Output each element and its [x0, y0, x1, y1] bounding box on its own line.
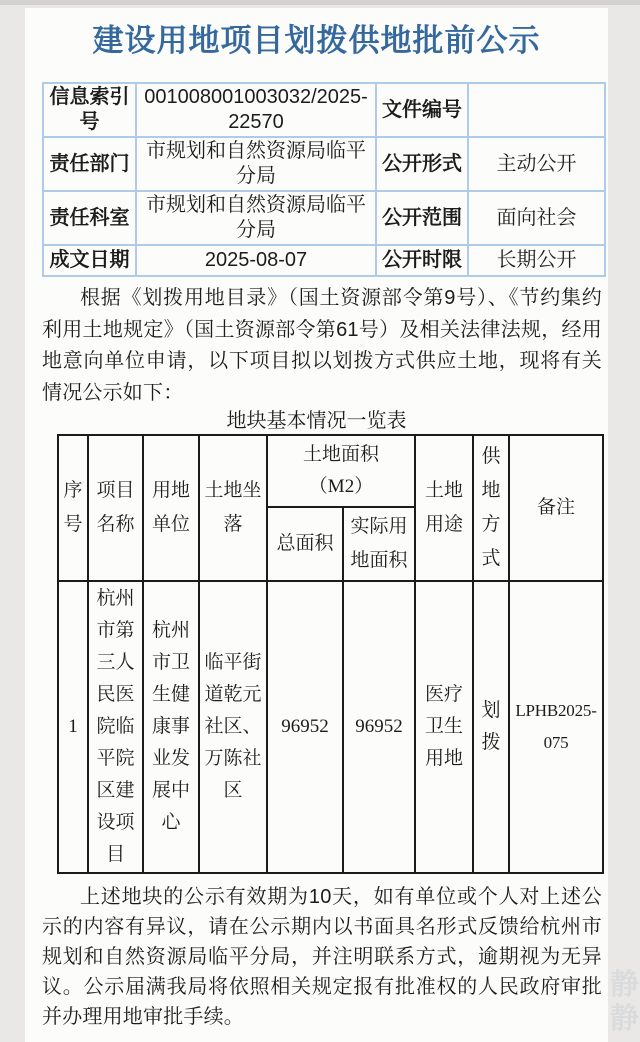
info-label: 公开形式 — [376, 137, 468, 191]
cell-seq: 1 — [58, 581, 88, 873]
info-label: 信息索引号 — [43, 83, 136, 137]
info-value: 市规划和自然资源局临平分局 — [136, 137, 376, 191]
info-row-date — [43, 245, 605, 276]
cell-unit: 杭州市卫生健康事业发展中心 — [143, 581, 199, 873]
header-seq: 序号 — [58, 435, 88, 581]
info-row-department — [43, 137, 605, 191]
page-title: 建设用地项目划拨供地批前公示 — [92, 23, 541, 58]
info-table — [42, 82, 606, 277]
info-row-index — [43, 83, 605, 137]
info-label: 责任部门 — [43, 137, 136, 191]
header-supply: 供地方式 — [473, 435, 509, 581]
header-project: 项目名称 — [88, 435, 143, 581]
plot-header-row-1 — [58, 435, 603, 507]
photo-top-edge — [0, 0, 640, 5]
header-unit: 用地单位 — [143, 435, 199, 581]
intro-paragraph: 根据《划拨用地目录》（国土资源部令第9号）、《节约集约利用土地规定》（国土资源部令第61号）及相关法律法规，经用地意向单位申请，以下项目拟以划拨方式供应土地，现将有关情况公示如下： — [42, 287, 602, 404]
closing-paragraph: 上述地块的公示有效期为10天，如有单位或个人对上述公示的内容有异议，请在公示期内以书面具名形式反馈给杭州市规划和自然资源局临平分局，并注明联系方式，逾期视为无异议。公示届满我局将依照相关规定报有批准权的人民政府审批并办理用地审批手续。 — [42, 886, 602, 1028]
info-label: 成文日期 — [43, 245, 136, 276]
document-card — [25, 8, 608, 1042]
header-area-group — [267, 435, 415, 507]
cell-note: LPHB2025-075 — [509, 581, 603, 873]
cell-supply: 划拨 — [473, 581, 509, 873]
info-value — [468, 83, 605, 137]
header-usage: 土地用途 — [415, 435, 473, 581]
cell-actual-area: 96952 — [343, 581, 415, 873]
header-total-area: 总面积 — [267, 507, 343, 581]
info-label: 文件编号 — [376, 83, 468, 137]
info-value: 面向社会 — [468, 191, 605, 245]
plot-data-row — [58, 581, 603, 873]
cell-total-area: 96952 — [267, 581, 343, 873]
header-note: 备注 — [509, 435, 603, 581]
header-actual-area: 实际用地面积 — [343, 507, 415, 581]
header-area-line2: （M2） — [308, 476, 374, 497]
header-area-line1: 土地面积 — [303, 444, 380, 465]
info-value: 市规划和自然资源局临平分局 — [136, 191, 376, 245]
watermark-glyph: 静 — [609, 1003, 639, 1035]
info-label: 责任科室 — [43, 191, 136, 245]
cell-location: 临平街道乾元社区、万陈社区 — [199, 581, 267, 873]
cell-usage: 医疗卫生用地 — [415, 581, 473, 873]
info-value: 长期公开 — [468, 245, 605, 276]
header-location: 土地坐落 — [199, 435, 267, 581]
info-value: 001008001003032/2025-22570 — [136, 83, 376, 137]
info-label: 公开时限 — [376, 245, 468, 276]
info-value: 主动公开 — [468, 137, 605, 191]
plot-table-title: 地块基本情况一览表 — [226, 410, 407, 432]
cell-project: 杭州市第三人民医院临平院区建设项目 — [88, 581, 143, 873]
info-row-section — [43, 191, 605, 245]
watermark-glyph: 静 — [609, 969, 639, 1001]
info-label: 公开范围 — [376, 191, 468, 245]
plot-table — [57, 434, 604, 874]
info-value: 2025-08-07 — [136, 245, 376, 276]
